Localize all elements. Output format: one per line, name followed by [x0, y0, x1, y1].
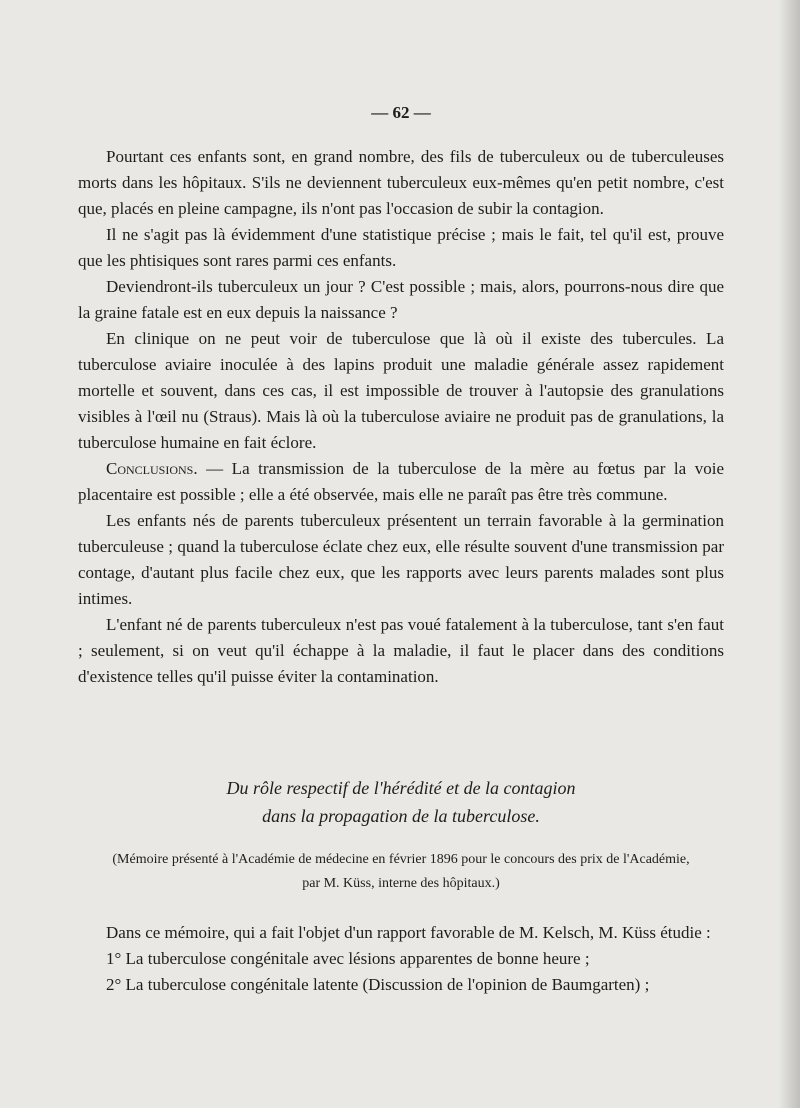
topic-list: [78, 946, 724, 998]
list-item: 2° La tuberculose congénitale latente (Discussion de l'opinion de Baumgarten) ;: [106, 975, 650, 994]
section-title: [78, 774, 724, 830]
section-title-line: Du rôle respectif de l'hérédité et de la contagion: [226, 778, 576, 798]
conclusions-text: — La transmission de la tuberculose de la mère au fœtus par la voie placentaire est possible ; elle a été observée, mais elle ne paraît pas être très commune.: [78, 459, 724, 504]
conclusions-paragraph: [78, 456, 724, 508]
paragraph: En clinique on ne peut voir de tuberculose que là où il existe des tubercules. La tuberculose aviaire inoculée à des lapins produit une maladie générale assez rapidement mortelle et souvent, dans ces cas, il est impossible de trouver à l'autopsie des granulations visibles à l'œil nu (Straus). Mais là où la tuberculose aviaire ne produit pas de granulations, la tuberculose humaine en fait éclore.: [78, 329, 724, 452]
paragraph: Il ne s'agit pas là évidemment d'une statistique précise ; mais le fait, tel qu'il est, prouve que les phtisiques sont rares parmi ces enfants.: [78, 225, 724, 270]
paragraph: Les enfants nés de parents tuberculeux présentent un terrain favorable à la germination tuberculeuse ; quand la tuberculose éclate chez eux, elle résulte souvent d'une transmission par contage, d'autant plus facile chez eux, que les rapports avec leurs parents malades sont plus intimes.: [78, 511, 724, 608]
paragraph: Pourtant ces enfants sont, en grand nombre, des fils de tuberculeux ou de tuberculeuses morts dans les hôpitaux. S'ils ne deviennent tuberculeux eux-mêmes qu'en petit nombre, c'est que, placés en pleine campagne, ils n'ont pas l'occasion de subir la contagion.: [78, 147, 724, 218]
paragraph: L'enfant né de parents tuberculeux n'est pas voué fatalement à la tuberculose, tant s'en faut ; seulement, si on veut qu'il échappe à la maladie, il faut le placer dans des conditions d'existence telles qu'il puisse éviter la contamination.: [78, 615, 724, 686]
memoir-note: [78, 848, 724, 896]
list-item: 1° La tuberculose congénitale avec lésions apparentes de bonne heure ;: [106, 949, 590, 968]
memoir-note-line: par M. Küss, interne des hôpitaux.): [302, 876, 500, 891]
section-title-line: dans la propagation de la tuberculose.: [262, 806, 540, 826]
paragraph: Deviendront-ils tuberculeux un jour ? C'est possible ; mais, alors, pourrons-nous dire que la graine fatale est en eux depuis la naissance ?: [78, 277, 724, 322]
document-page: [78, 100, 724, 998]
memoir-note-line: (Mémoire présenté à l'Académie de médecine en février 1896 pour le concours des prix de l'Académie,: [112, 852, 690, 867]
conclusions-label: Conclusions.: [106, 459, 198, 478]
scan-edge-shadow: [778, 0, 800, 1108]
intro-paragraph: Dans ce mémoire, qui a fait l'objet d'un rapport favorable de M. Kelsch, M. Küss étudie :: [106, 923, 711, 942]
page-number: — 62 —: [371, 103, 431, 122]
